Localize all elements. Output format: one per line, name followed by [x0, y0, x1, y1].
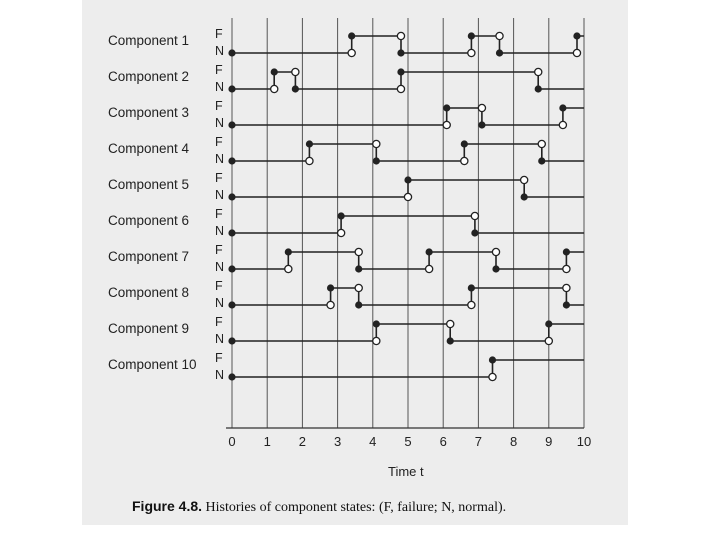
normal-state-label: N [215, 152, 225, 166]
x-tick-label: 10 [576, 434, 592, 449]
x-tick-label: 5 [404, 434, 412, 449]
normal-state-label: N [215, 80, 225, 94]
start-dot [228, 49, 235, 56]
transition-open-dot [355, 284, 362, 291]
transition-filled-dot [559, 104, 566, 111]
failure-state-label: F [215, 315, 223, 329]
start-dot [228, 265, 235, 272]
transition-open-dot [426, 265, 433, 272]
transition-filled-dot [404, 176, 411, 183]
component-label: Component 7 [108, 249, 190, 264]
transition-filled-dot [535, 85, 542, 92]
start-dot [228, 301, 235, 308]
transition-filled-dot [447, 337, 454, 344]
transition-filled-dot [468, 284, 475, 291]
figure-caption [132, 498, 506, 516]
start-dot [228, 157, 235, 164]
transition-filled-dot [573, 32, 580, 39]
transition-filled-dot [271, 68, 278, 75]
transition-open-dot [447, 320, 454, 327]
transition-open-dot [471, 212, 478, 219]
transition-filled-dot [426, 248, 433, 255]
transition-filled-dot [538, 157, 545, 164]
transition-open-dot [521, 176, 528, 183]
x-tick-label: 7 [474, 434, 483, 449]
normal-state-label: N [215, 116, 225, 130]
failure-state-label: F [215, 207, 223, 221]
transition-open-dot [545, 337, 552, 344]
transition-open-dot [535, 68, 542, 75]
component-label: Component 10 [108, 357, 197, 372]
transition-filled-dot [348, 32, 355, 39]
transition-open-dot [397, 85, 404, 92]
transition-filled-dot [492, 265, 499, 272]
start-dot [228, 373, 235, 380]
normal-state-label: N [215, 188, 225, 202]
failure-state-label: F [215, 243, 223, 257]
failure-state-label: F [215, 171, 223, 185]
transition-open-dot [538, 140, 545, 147]
start-dot [228, 85, 235, 92]
transition-filled-dot [397, 68, 404, 75]
x-tick-label: 3 [333, 434, 342, 449]
transition-open-dot [338, 229, 345, 236]
failure-state-label: F [215, 279, 223, 293]
transition-open-dot [373, 140, 380, 147]
transition-filled-dot [327, 284, 334, 291]
start-dot [228, 337, 235, 344]
x-tick-label: 1 [263, 434, 271, 449]
component-label: Component 4 [108, 141, 190, 156]
normal-state-label: N [215, 260, 225, 274]
transition-open-dot [563, 284, 570, 291]
normal-state-label: N [215, 296, 225, 310]
component-label: Component 6 [108, 213, 190, 228]
transition-filled-dot [545, 320, 552, 327]
transition-open-dot [306, 157, 313, 164]
component-label: Component 3 [108, 105, 190, 120]
transition-open-dot [397, 32, 404, 39]
x-tick-label: 2 [298, 434, 307, 449]
transition-filled-dot [292, 85, 299, 92]
transition-filled-dot [397, 49, 404, 56]
transition-open-dot [373, 337, 380, 344]
normal-state-label: N [215, 44, 225, 58]
x-tick-label: 0 [228, 434, 236, 449]
transition-filled-dot [563, 248, 570, 255]
component-label: Component 8 [108, 285, 190, 300]
transition-filled-dot [521, 193, 528, 200]
transition-open-dot [489, 373, 496, 380]
failure-state-label: F [215, 63, 223, 77]
component-label: Component 5 [108, 177, 190, 192]
transition-filled-dot [563, 301, 570, 308]
transition-filled-dot [478, 121, 485, 128]
transition-filled-dot [355, 265, 362, 272]
transition-filled-dot [373, 157, 380, 164]
caption-label: Figure 4.8. [132, 498, 203, 514]
transition-open-dot [443, 121, 450, 128]
x-tick-label: 9 [545, 434, 553, 449]
start-dot [228, 229, 235, 236]
transition-filled-dot [285, 248, 292, 255]
transition-open-dot [404, 193, 411, 200]
transition-filled-dot [443, 104, 450, 111]
component-label: Component 2 [108, 69, 190, 84]
transition-filled-dot [468, 32, 475, 39]
failure-state-label: F [215, 135, 223, 149]
x-tick-label: 4 [369, 434, 377, 449]
transition-open-dot [327, 301, 334, 308]
transition-open-dot [461, 157, 468, 164]
transition-open-dot [478, 104, 485, 111]
transition-open-dot [355, 248, 362, 255]
transition-open-dot [559, 121, 566, 128]
normal-state-label: N [215, 224, 225, 238]
component-label: Component 1 [108, 33, 190, 48]
start-dot [228, 121, 235, 128]
transition-open-dot [285, 265, 292, 272]
transition-open-dot [468, 301, 475, 308]
x-tick-label: 8 [509, 434, 518, 449]
transition-filled-dot [338, 212, 345, 219]
transition-open-dot [271, 85, 278, 92]
component-label: Component 9 [108, 321, 190, 336]
caption-text: Histories of component states: (F, failure; N, normal). [205, 500, 507, 515]
x-axis-title: Time t [388, 464, 424, 479]
transition-open-dot [348, 49, 355, 56]
transition-filled-dot [306, 140, 313, 147]
start-dot [228, 193, 235, 200]
transition-filled-dot [461, 140, 468, 147]
failure-state-label: F [215, 351, 223, 365]
transition-open-dot [573, 49, 580, 56]
transition-filled-dot [373, 320, 380, 327]
transition-filled-dot [496, 49, 503, 56]
transition-open-dot [496, 32, 503, 39]
transition-open-dot [292, 68, 299, 75]
normal-state-label: N [215, 332, 225, 346]
transition-open-dot [468, 49, 475, 56]
x-tick-label: 6 [439, 434, 447, 449]
transition-filled-dot [489, 356, 496, 363]
normal-state-label: N [215, 368, 225, 382]
transition-open-dot [563, 265, 570, 272]
transition-open-dot [492, 248, 499, 255]
transition-filled-dot [355, 301, 362, 308]
failure-state-label: F [215, 27, 223, 41]
transition-filled-dot [471, 229, 478, 236]
failure-state-label: F [215, 99, 223, 113]
